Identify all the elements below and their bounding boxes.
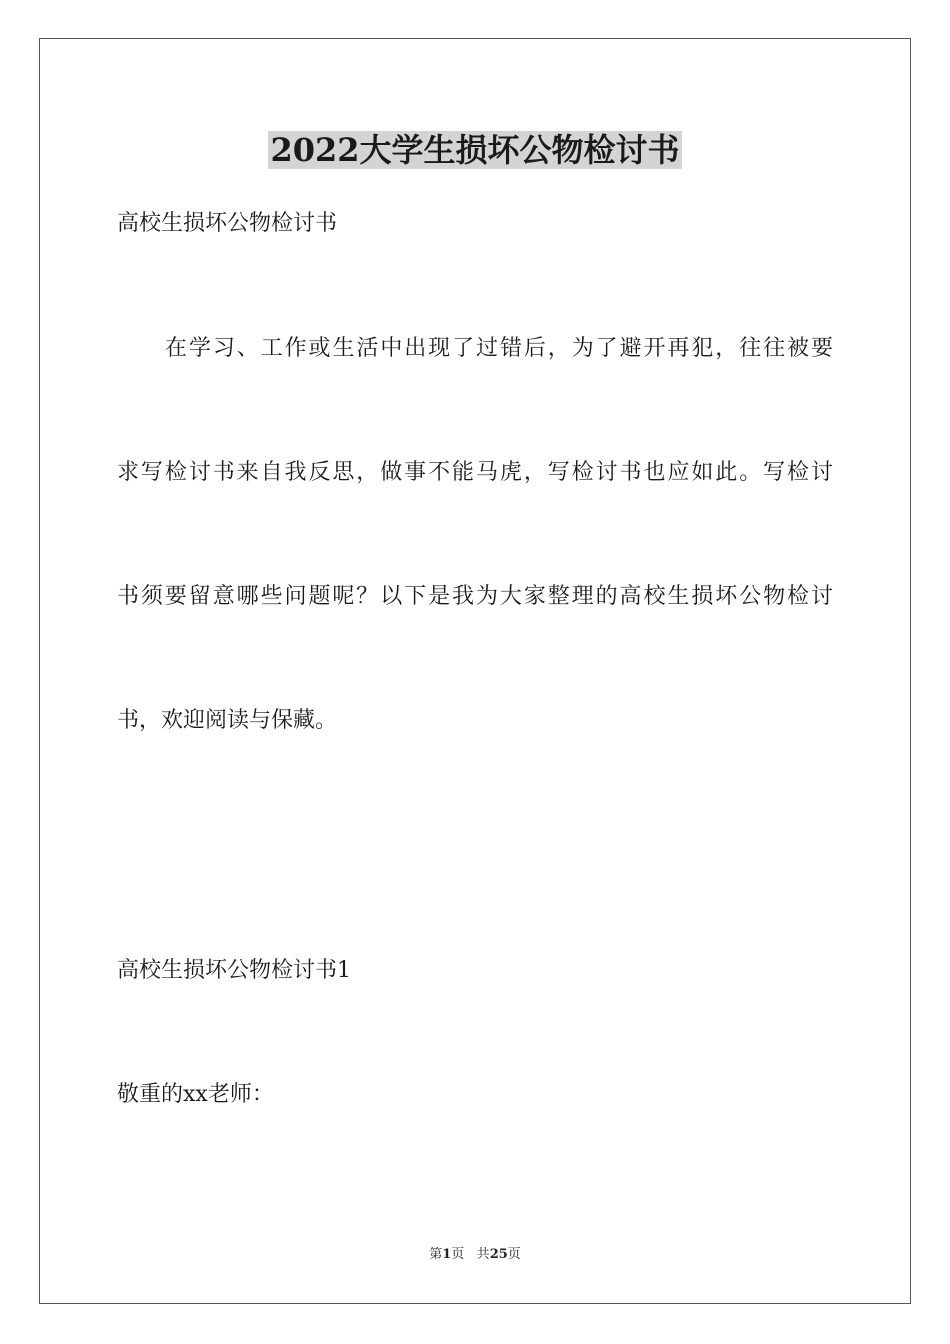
- footer-page-suffix: 页: [451, 1247, 465, 1262]
- section-heading: 高校生损坏公物检讨书1: [117, 958, 351, 983]
- footer-total-suffix: 页: [507, 1247, 521, 1262]
- footer-total-prefix: 共: [476, 1247, 490, 1262]
- document-subtitle: 高校生损坏公物检讨书: [117, 211, 338, 236]
- paragraph-line-2: 求写检讨书来自我反思，做事不能马虎，写检讨书也应如此。写检讨: [117, 460, 833, 485]
- footer-page-number: 1: [442, 1247, 452, 1262]
- salutation: 敬重的xx老师：: [117, 1082, 274, 1107]
- paragraph-line-3: 书须要留意哪些问题呢？以下是我为大家整理的高校生损坏公物检讨: [117, 584, 833, 609]
- footer-total-pages: 25: [489, 1247, 508, 1262]
- document-title: [0, 128, 950, 172]
- page-footer: [0, 1246, 950, 1264]
- paragraph-line-1: 在学习、工作或生活中出现了过错后，为了避开再犯，往往被要: [165, 336, 833, 361]
- footer-page-prefix: 第: [429, 1247, 443, 1262]
- paragraph-line-4: 书，欢迎阅读与保藏。: [117, 708, 338, 733]
- document-title-text: 2022大学生损坏公物检讨书: [270, 131, 680, 169]
